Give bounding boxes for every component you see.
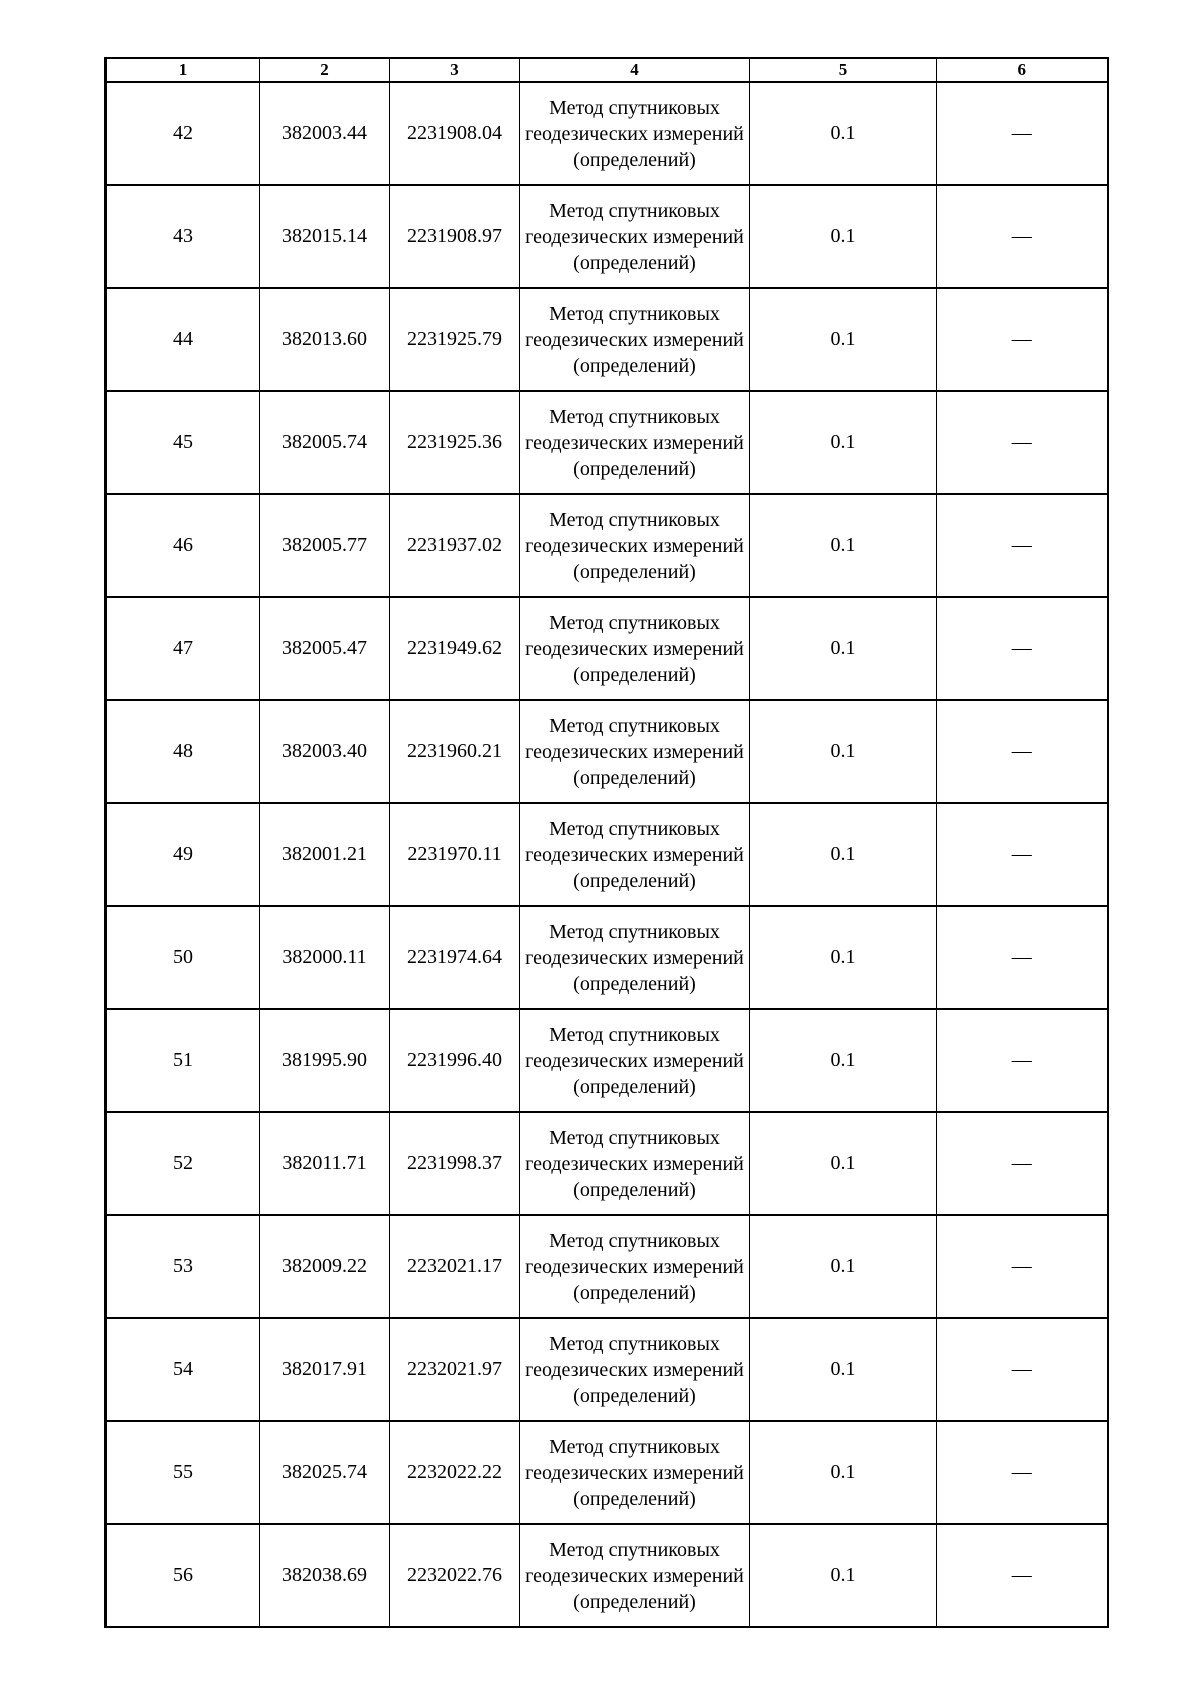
note-cell: — — [937, 700, 1108, 803]
method-text: Метод спутниковых геодезических измерений (определений) — [525, 1332, 744, 1407]
x-coordinate-cell: 382011.71 — [260, 1112, 390, 1215]
method-cell — [520, 288, 750, 391]
table-row — [106, 1112, 1108, 1215]
point-number-cell: 46 — [106, 494, 260, 597]
table-row — [106, 1421, 1108, 1524]
x-coordinate-cell: 382005.47 — [260, 597, 390, 700]
table-row — [106, 288, 1108, 391]
method-text: Метод спутниковых геодезических измерений (определений) — [525, 817, 744, 892]
table-row — [106, 700, 1108, 803]
y-coordinate-cell: 2232021.17 — [390, 1215, 520, 1318]
point-number-cell: 44 — [106, 288, 260, 391]
method-cell — [520, 597, 750, 700]
x-coordinate-cell: 382001.21 — [260, 803, 390, 906]
accuracy-cell: 0.1 — [750, 185, 937, 288]
method-text: Метод спутниковых геодезических измерений (определений) — [525, 96, 744, 171]
table-row — [106, 82, 1108, 185]
point-number-cell: 42 — [106, 82, 260, 185]
y-coordinate-cell: 2232022.76 — [390, 1524, 520, 1627]
table-row — [106, 185, 1108, 288]
accuracy-cell: 0.1 — [750, 82, 937, 185]
point-number-cell: 53 — [106, 1215, 260, 1318]
note-cell: — — [937, 1318, 1108, 1421]
accuracy-cell: 0.1 — [750, 1524, 937, 1627]
x-coordinate-cell: 382005.77 — [260, 494, 390, 597]
table-row — [106, 803, 1108, 906]
note-cell: — — [937, 1112, 1108, 1215]
column-header-6: 6 — [937, 58, 1108, 82]
note-cell: — — [937, 803, 1108, 906]
point-number-cell: 56 — [106, 1524, 260, 1627]
accuracy-cell: 0.1 — [750, 494, 937, 597]
point-number-cell: 47 — [106, 597, 260, 700]
method-cell — [520, 391, 750, 494]
accuracy-cell: 0.1 — [750, 906, 937, 1009]
note-cell: — — [937, 288, 1108, 391]
method-cell — [520, 1524, 750, 1627]
y-coordinate-cell: 2231925.36 — [390, 391, 520, 494]
method-cell — [520, 1421, 750, 1524]
y-coordinate-cell: 2231960.21 — [390, 700, 520, 803]
x-coordinate-cell: 382000.11 — [260, 906, 390, 1009]
method-text: Метод спутниковых геодезических измерений (определений) — [525, 611, 744, 686]
point-number-cell: 52 — [106, 1112, 260, 1215]
point-number-cell: 51 — [106, 1009, 260, 1112]
note-cell: — — [937, 1421, 1108, 1524]
method-cell — [520, 1009, 750, 1112]
method-cell — [520, 1112, 750, 1215]
note-cell: — — [937, 1524, 1108, 1627]
note-cell: — — [937, 391, 1108, 494]
point-number-cell: 43 — [106, 185, 260, 288]
method-text: Метод спутниковых геодезических измерений (определений) — [525, 1126, 744, 1201]
y-coordinate-cell: 2231908.97 — [390, 185, 520, 288]
y-coordinate-cell: 2231996.40 — [390, 1009, 520, 1112]
note-cell: — — [937, 185, 1108, 288]
table-row — [106, 1524, 1108, 1627]
y-coordinate-cell: 2231949.62 — [390, 597, 520, 700]
method-cell — [520, 1215, 750, 1318]
note-cell: — — [937, 1215, 1108, 1318]
point-number-cell: 48 — [106, 700, 260, 803]
accuracy-cell: 0.1 — [750, 391, 937, 494]
accuracy-cell: 0.1 — [750, 1112, 937, 1215]
y-coordinate-cell: 2232021.97 — [390, 1318, 520, 1421]
method-text: Метод спутниковых геодезических измерений (определений) — [525, 302, 744, 377]
method-text: Метод спутниковых геодезических измерений (определений) — [525, 405, 744, 480]
column-header-5: 5 — [750, 58, 937, 82]
x-coordinate-cell: 382003.40 — [260, 700, 390, 803]
method-cell — [520, 803, 750, 906]
accuracy-cell: 0.1 — [750, 700, 937, 803]
table-row — [106, 1215, 1108, 1318]
point-number-cell: 49 — [106, 803, 260, 906]
method-text: Метод спутниковых геодезических измерений (определений) — [525, 199, 744, 274]
accuracy-cell: 0.1 — [750, 597, 937, 700]
accuracy-cell: 0.1 — [750, 803, 937, 906]
header-row — [106, 58, 1108, 82]
accuracy-cell: 0.1 — [750, 1215, 937, 1318]
point-number-cell: 50 — [106, 906, 260, 1009]
table-row — [106, 494, 1108, 597]
column-header-1: 1 — [106, 58, 260, 82]
column-header-2: 2 — [260, 58, 390, 82]
y-coordinate-cell: 2231974.64 — [390, 906, 520, 1009]
point-number-cell: 45 — [106, 391, 260, 494]
y-coordinate-cell: 2231970.11 — [390, 803, 520, 906]
method-cell — [520, 494, 750, 597]
column-header-3: 3 — [390, 58, 520, 82]
method-cell — [520, 82, 750, 185]
x-coordinate-cell: 382038.69 — [260, 1524, 390, 1627]
method-cell — [520, 906, 750, 1009]
x-coordinate-cell: 382025.74 — [260, 1421, 390, 1524]
table-row — [106, 1009, 1108, 1112]
note-cell: — — [937, 906, 1108, 1009]
method-text: Метод спутниковых геодезических измерений (определений) — [525, 508, 744, 583]
accuracy-cell: 0.1 — [750, 1421, 937, 1524]
note-cell: — — [937, 494, 1108, 597]
document-page — [104, 57, 1106, 1628]
method-text: Метод спутниковых геодезических измерений (определений) — [525, 1538, 744, 1613]
method-cell — [520, 185, 750, 288]
table-row — [106, 1318, 1108, 1421]
y-coordinate-cell: 2231998.37 — [390, 1112, 520, 1215]
x-coordinate-cell: 382009.22 — [260, 1215, 390, 1318]
table-row — [106, 597, 1108, 700]
method-text: Метод спутниковых геодезических измерений (определений) — [525, 1229, 744, 1304]
x-coordinate-cell: 382015.14 — [260, 185, 390, 288]
note-cell: — — [937, 597, 1108, 700]
y-coordinate-cell: 2231925.79 — [390, 288, 520, 391]
y-coordinate-cell: 2231908.04 — [390, 82, 520, 185]
column-header-4: 4 — [520, 58, 750, 82]
coordinates-table — [104, 57, 1109, 1628]
x-coordinate-cell: 382003.44 — [260, 82, 390, 185]
accuracy-cell: 0.1 — [750, 1009, 937, 1112]
table-row — [106, 906, 1108, 1009]
x-coordinate-cell: 382013.60 — [260, 288, 390, 391]
note-cell: — — [937, 1009, 1108, 1112]
x-coordinate-cell: 382005.74 — [260, 391, 390, 494]
accuracy-cell: 0.1 — [750, 288, 937, 391]
y-coordinate-cell: 2231937.02 — [390, 494, 520, 597]
table-row — [106, 391, 1108, 494]
method-text: Метод спутниковых геодезических измерений (определений) — [525, 714, 744, 789]
method-text: Метод спутниковых геодезических измерений (определений) — [525, 1435, 744, 1510]
table-body — [106, 82, 1108, 1627]
method-cell — [520, 1318, 750, 1421]
x-coordinate-cell: 381995.90 — [260, 1009, 390, 1112]
method-text: Метод спутниковых геодезических измерений (определений) — [525, 920, 744, 995]
y-coordinate-cell: 2232022.22 — [390, 1421, 520, 1524]
x-coordinate-cell: 382017.91 — [260, 1318, 390, 1421]
method-text: Метод спутниковых геодезических измерений (определений) — [525, 1023, 744, 1098]
method-cell — [520, 700, 750, 803]
point-number-cell: 54 — [106, 1318, 260, 1421]
note-cell: — — [937, 82, 1108, 185]
point-number-cell: 55 — [106, 1421, 260, 1524]
accuracy-cell: 0.1 — [750, 1318, 937, 1421]
